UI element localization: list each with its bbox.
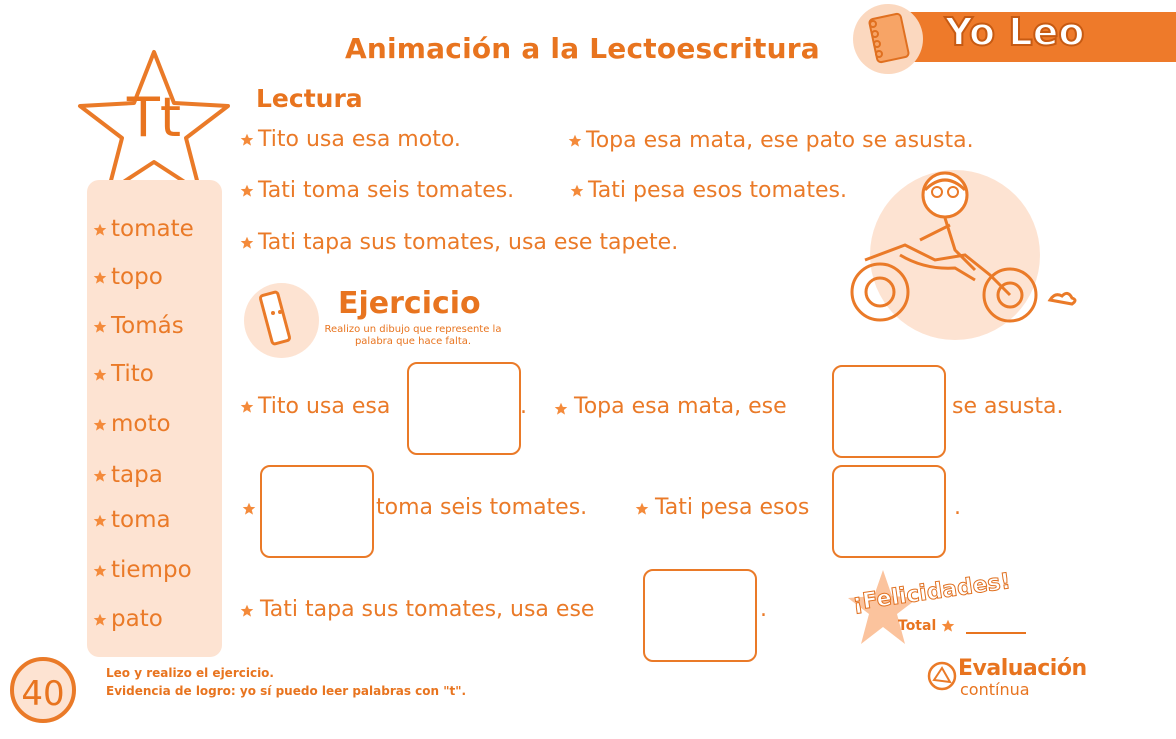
total-blank-line[interactable]: [966, 632, 1026, 634]
drawing-box-4[interactable]: [832, 465, 946, 558]
star-icon: [570, 184, 584, 198]
notebook-icon: [853, 4, 923, 74]
exercise-text-after: se asusta.: [952, 394, 1064, 419]
star-icon: [93, 320, 107, 334]
drawing-box-1[interactable]: [407, 362, 521, 455]
drawing-box-5[interactable]: [643, 569, 757, 662]
total-label: Total: [898, 618, 959, 634]
reading-sentence: Topa esa mata, ese pato se asusta.: [568, 128, 974, 153]
drawing-box-2[interactable]: [832, 365, 946, 458]
evaluation-title: Evaluación: [958, 656, 1087, 681]
exercise-title: Ejercicio: [338, 286, 481, 321]
list-item: tomate: [93, 216, 194, 242]
evaluation-icon: [926, 660, 958, 692]
reading-sentence: Tati pesa esos tomates.: [570, 178, 847, 203]
page-number: 40: [10, 657, 76, 723]
list-item: tiempo: [93, 557, 192, 583]
reading-sentence: Tito usa esa moto.: [240, 127, 461, 152]
exercise-text-before: Tito usa esa: [258, 394, 391, 419]
list-item: pato: [93, 606, 163, 632]
star-icon: [93, 469, 107, 483]
footer-evidence: Evidencia de logro: yo sí puedo leer palabras con "t".: [106, 684, 467, 698]
exercise-text-before: Tati tapa sus tomates, usa ese: [260, 597, 595, 622]
felicidades-label: ¡Felicidades!: [851, 569, 1013, 616]
star-icon: [240, 133, 254, 147]
star-icon: [568, 134, 582, 148]
page-title: Animación a la Lectoescritura: [345, 32, 820, 65]
star-icon: [240, 184, 254, 198]
star-icon: [554, 402, 568, 416]
exercise-text-after: .: [760, 597, 767, 622]
letter-label: Tt: [126, 86, 182, 149]
pencil-icon: [244, 283, 319, 358]
star-icon: [941, 619, 955, 633]
list-item: Tito: [93, 361, 154, 387]
star-icon: [93, 271, 107, 285]
star-icon: [93, 613, 107, 627]
exercise-text-after: .: [520, 394, 527, 419]
star-icon: [93, 514, 107, 528]
list-item: Tomás: [93, 313, 184, 339]
star-icon: [93, 223, 107, 237]
brand-title: Yo Leo: [945, 10, 1085, 54]
list-item: tapa: [93, 462, 163, 488]
list-item: topo: [93, 264, 163, 290]
drawing-box-3[interactable]: [260, 465, 374, 558]
letter-star: [74, 48, 234, 198]
exercise-text-before: Tati pesa esos: [655, 495, 810, 520]
exercise-instruction: Realizo un dibujo que represente la palabra que hace falta.: [324, 324, 502, 347]
list-item: moto: [93, 411, 171, 437]
exercise-text-after: .: [954, 495, 961, 520]
exercise-text-before: Topa esa mata, ese: [574, 394, 787, 419]
star-icon: [240, 236, 254, 250]
footer-instruction: Leo y realizo el ejercicio.: [106, 666, 274, 680]
star-icon: [93, 418, 107, 432]
star-icon: [93, 368, 107, 382]
reading-sentence: Tati tapa sus tomates, usa ese tapete.: [240, 230, 678, 255]
reading-title: Lectura: [256, 84, 363, 113]
star-icon: [240, 400, 254, 414]
star-icon: [635, 502, 649, 516]
star-icon: [240, 604, 254, 618]
star-icon: [93, 564, 107, 578]
reading-sentence: Tati toma seis tomates.: [240, 178, 514, 203]
motorcycle-rider-illustration: [845, 160, 1085, 350]
list-item: toma: [93, 507, 171, 533]
star-icon: [242, 502, 256, 516]
evaluation-subtitle: contínua: [960, 680, 1030, 699]
exercise-text-after: toma seis tomates.: [376, 495, 588, 520]
